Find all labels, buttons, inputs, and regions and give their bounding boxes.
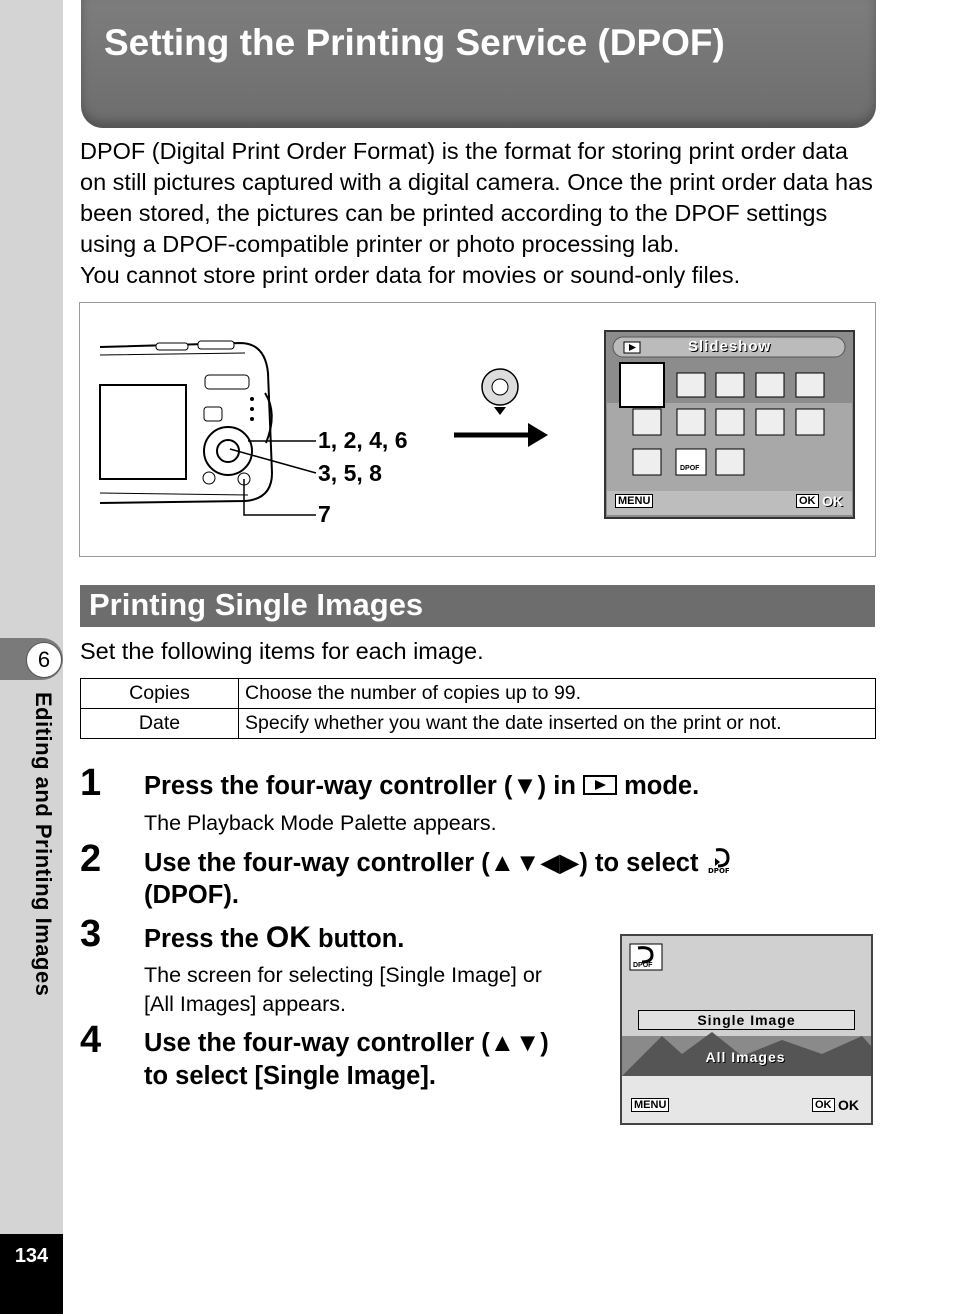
step-body: The screen for selecting [Single Image] or xyxy=(144,963,542,987)
table-desc: Specify whether you want the date inserted on the print or not. xyxy=(239,709,876,739)
step-heading-text: Use the four-way controller (▲▼◀▶) to select xyxy=(144,849,699,878)
step-number: 3 xyxy=(80,913,102,955)
step-heading xyxy=(144,921,404,956)
step-number: 2 xyxy=(80,838,102,880)
screen-title: Slideshow xyxy=(688,338,772,355)
ok-label: OK xyxy=(822,493,843,509)
svg-text:DPOF: DPOF xyxy=(707,867,730,874)
intro-note: You cannot store print order data for movies or sound-only files. xyxy=(80,262,741,288)
section-title: Printing Single Images xyxy=(89,587,424,622)
illustration-box xyxy=(79,302,876,557)
table-row xyxy=(81,679,876,709)
step-heading xyxy=(144,770,699,804)
ok-key: OK xyxy=(812,1098,835,1112)
table-item: Copies xyxy=(81,679,239,709)
intro-text xyxy=(80,136,880,291)
camera-screen xyxy=(620,934,873,1125)
step-heading xyxy=(144,846,736,883)
step-heading-text: Use the four-way controller (▲▼) xyxy=(144,1029,549,1057)
table-item: Date xyxy=(81,709,239,739)
callout-label: 3, 5, 8 xyxy=(318,460,382,486)
chapter-number: 6 xyxy=(26,642,62,678)
menu-key: MENU xyxy=(631,1098,669,1112)
section-subtitle: Set the following items for each image. xyxy=(80,638,484,664)
ok-label: OK xyxy=(838,1097,859,1113)
settings-table xyxy=(80,678,876,739)
step-heading-text: mode. xyxy=(624,772,700,800)
dpof-icon-label: DPOF xyxy=(680,465,700,472)
intro-paragraph: DPOF (Digital Print Order Format) is the format for storing print order data on still pictures captured with a digital camera. Once the print order data has been stored, the pictures can be printed according to the DPOF settings using a DPOF-compatible printer or photo processing lab. xyxy=(80,138,873,257)
option-single-image[interactable]: Single Image xyxy=(638,1010,855,1030)
callout-label: 7 xyxy=(318,501,331,527)
step-body: [All Images] appears. xyxy=(144,992,346,1016)
header-banner xyxy=(81,0,876,128)
step-number: 1 xyxy=(80,762,102,804)
step-heading-text: Press the xyxy=(144,925,259,953)
step-number: 4 xyxy=(80,1019,102,1061)
step-body: The Playback Mode Palette appears. xyxy=(144,811,497,835)
option-all-images[interactable]: All Images xyxy=(705,1049,786,1065)
table-desc: Choose the number of copies up to 99. xyxy=(239,679,876,709)
step-heading-text: to select [Single Image]. xyxy=(144,1062,436,1090)
dpof-icon-label: DPOF xyxy=(633,962,653,969)
step-heading-text: button. xyxy=(318,925,405,953)
callout-label: 1, 2, 4, 6 xyxy=(318,427,408,453)
menu-key: MENU xyxy=(615,494,653,508)
ok-key: OK xyxy=(796,494,819,508)
page-number: 134 xyxy=(0,1234,63,1314)
chapter-title: Editing and Printing Images xyxy=(31,692,56,997)
dpof-icon xyxy=(706,846,736,883)
page-title: Setting the Printing Service (DPOF) xyxy=(104,22,725,63)
table-row xyxy=(81,709,876,739)
playback-icon xyxy=(583,771,617,804)
step-heading-text: Press the four-way controller (▼) in xyxy=(144,772,576,800)
ok-icon: OK xyxy=(265,921,311,954)
step-heading-text: (DPOF). xyxy=(144,881,239,909)
